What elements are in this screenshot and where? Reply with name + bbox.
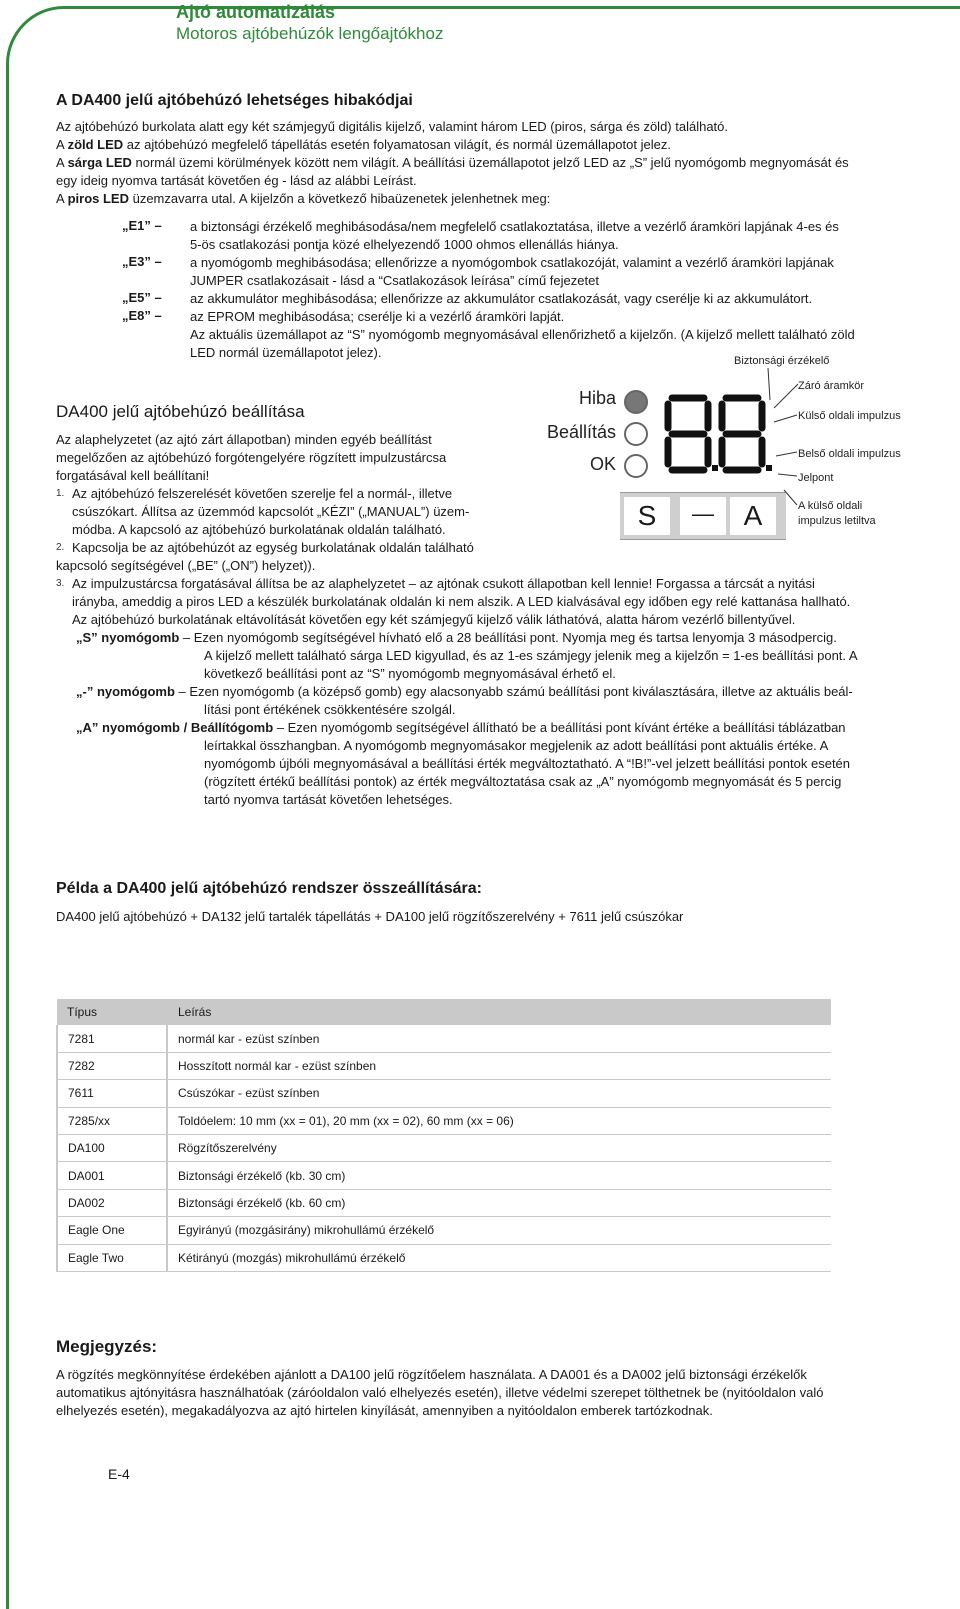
- yellow-led-icon: [624, 422, 648, 446]
- callout-closing-circuit: Záró áramkör: [798, 380, 865, 392]
- minus-button-desc: „-” nyomógomb – Ezen nyomógomb (a középső gomb) egy alacsonyabb számú beállítási pont kiválasztására, illetve az aktuális beál-: [76, 684, 853, 699]
- example-title: Példa a DA400 jelű ajtóbehúzó rendszer összeállítására:: [56, 880, 482, 897]
- callout-lines: [700, 360, 810, 510]
- a-button-desc: „A” nyomógomb / Beállítógomb – Ezen nyomógomb segítségével állítható be a beállítási pont kívánt értéke a beállítási táblázatban: [76, 720, 846, 735]
- s-button-desc-cont: A kijelző mellett található sárga LED kigyullad, és az 1-es számjegy jelenik meg a kijelzőn = 1-es beállítási pont. A következő beállítási pont az “S” nyomógomb megnyomásával érhető el.: [204, 648, 858, 681]
- error-text-e5: az akkumulátor meghibásodása; ellenőrizze az akkumulátor csatlakozását, vagy cserélje ki az akkumulátort.: [190, 291, 813, 306]
- green-led-icon: [624, 454, 648, 478]
- red-led-icon: [624, 390, 648, 414]
- step3-number: 3.: [56, 578, 65, 589]
- errors-title: A DA400 jelű ajtóbehúzó lehetséges hibakódjai: [56, 92, 413, 109]
- callout-outer-impulse: Külső oldali impulzus: [798, 410, 901, 422]
- parts-table: [56, 999, 831, 1272]
- settings-title: DA400 jelű ajtóbehúzó beállítása: [56, 402, 305, 421]
- step3-text: Az impulzustárcsa forgatásával állítsa be az alaphelyzetet – az ajtónak csukott állapotban kell lennie! Forgassa a tárcsát a nyitási irányba, ameddig a piros LED a készülék burkolatának oldalán ki nem alszik. A LED kialvásával egy időben egy relé kattanása hallható. Az ajtóbehúzó burkolatának eltávolítását követően egy két számjegyű kijelző válik láthatóvá, alatta három vezérlő billentyűvel.: [72, 576, 851, 627]
- step1-text: Az ajtóbehúzó felszerelését követően szerelje fel a normál-, illetve csúszókart. Állítsa az üzemmód kapcsolót „KÉZI” („MANUAL”) üzem- módba. A kapcsoló az ajtóbehúzó burkolatának oldalán található.: [72, 486, 470, 537]
- yellow-led-text: A sárga LED normál üzemi körülmények között nem világít. A beállítási üzemállapotot jelző LED az „S” jelű nyomógomb megnyomását és: [56, 155, 849, 170]
- minus-button-desc-cont: lítási pont értékének csökkentésére szolgál.: [204, 702, 456, 717]
- header-title: Ajtó automatizálás: [176, 2, 336, 22]
- errors-intro: Az ajtóbehúzó burkolata alatt egy két számjegyű digitális kijelző, valamint három LED (piros, sárga és zöld) található.: [56, 119, 729, 134]
- note-text: A rögzítés megkönnyítése érdekében ajánlott a DA100 jelű rögzítőelem használata. A DA001 és a DA002 jelű biztonsági érzékelők automatikus ajtónyitásra használhatóak (záróoldalon való elhelyezés esetén), illetve védelmi szerepet tölthetnek be (nyitóoldalon való elhelyezés esetén), megakadályozva az ajtó hirtelen kinyílását, amennyiben a nyitóoldalon emberek tartózkodnak.: [56, 1367, 824, 1418]
- error-code-e3: „E3” –: [122, 254, 162, 269]
- step1-number: 1.: [56, 488, 65, 499]
- page-number: E-4: [108, 1466, 130, 1482]
- led-label-ok: OK: [589, 454, 616, 474]
- s-button[interactable]: S: [624, 497, 670, 535]
- column-header-description: Leírás: [167, 999, 831, 1025]
- step2-number: 2.: [56, 542, 65, 553]
- error-code-e1: „E1” –: [122, 218, 162, 233]
- header-subtitle: Motoros ajtóbehúzók lengőajtókhoz: [176, 24, 444, 43]
- minus-button[interactable]: —: [680, 497, 726, 535]
- table-row: Eagle One Egyirányú (mozgásirány) mikrohullámú érzékelő: [57, 1217, 831, 1244]
- table-row: 7285/xx Toldóelem: 10 mm (xx = 01), 20 mm (xx = 02), 60 mm (xx = 06): [57, 1107, 831, 1134]
- yellow-led-text-cont: egy ideig nyomva tartását követően ég - lásd az alábbi Leírást.: [56, 173, 417, 188]
- callout-safety-sensor: Biztonsági érzékelő: [734, 355, 830, 367]
- settings-intro: Az alaphelyzetet (az ajtó zárt állapotban) minden egyéb beállítást megelőzően az ajtóbehúzó forgótengelyére rögzített impulzustárcsa forgatásával kell beállítani!: [56, 432, 447, 483]
- a-button-desc-cont: leírtakkal összhangban. A nyomógomb megnyomásakor megjelenik az adott beállítási pont aktuális értéke. A nyomógomb újbóli megnyomásával a beállítási érték megváltoztatható. A “!B!”-vel jelzett beállítási pontok esetén (rögzített értékű beállítási pontok) az érték megváltoztatása csak az „A” nyomógomb megnyomását és 5 percig tartó nyomva tartását követően lehetséges.: [204, 738, 851, 807]
- callout-outer-impulse-disabled: A külső oldali impulzus letiltva: [798, 500, 876, 527]
- table-row: DA001 Biztonsági érzékelő (kb. 30 cm): [57, 1162, 831, 1189]
- step2-text: Kapcsolja be az ajtóbehúzót az egység burkolatának oldalán található: [72, 540, 474, 555]
- error-text-e1: a biztonsági érzékelő meghibásodása/nem megfelelő csatlakoztatása, illetve a vezérlő áramköri lapjának 4-es és 5-ös csatlakozási pontja közé elhelyezendő 1000 ohmos ellenállás hiánya.: [190, 219, 839, 252]
- s-button-desc: „S” nyomógomb – Ezen nyomógomb segítségével hívható elő a 28 beállítási pont. Nyomja meg és tartsa lenyomja 3 másodpercig.: [76, 630, 837, 645]
- error-text-e3: a nyomógomb meghibásodása; ellenőrizze a nyomógombok csatlakozóját, valamint a vezérlő áramköri lapjának JUMPER csatlakozásait - lásd a “Csatlakozások leírása” című fejezetet: [190, 255, 834, 288]
- red-led-text: A piros LED üzemzavarra utal. A kijelzőn a következő hibaüzenetek jelenhetnek meg:: [56, 191, 551, 206]
- table-row: 7282 Hosszított normál kar - ezüst színben: [57, 1052, 831, 1079]
- table-row: DA100 Rögzítőszerelvény: [57, 1134, 831, 1161]
- callout-signal-point: Jelpont: [798, 472, 834, 484]
- note-title: Megjegyzés:: [56, 1337, 158, 1356]
- column-header-type: Típus: [57, 999, 167, 1025]
- callout-inner-impulse: Belső oldali impulzus: [798, 448, 901, 460]
- led-label-hiba: Hiba: [578, 388, 616, 408]
- table-row: 7281 normál kar - ezüst színben: [57, 1025, 831, 1052]
- error-code-e8: „E8” –: [122, 308, 162, 323]
- green-led-text: A zöld LED az ajtóbehúzó megfelelő tápellátás esetén folyamatosan világít, és normál üzemállapotot jelez.: [56, 137, 671, 152]
- example-text: DA400 jelű ajtóbehúzó + DA132 jelű tartalék tápellátás + DA100 jelű rögzítőszerelvény + 7611 jelű csúszókar: [56, 909, 684, 924]
- step2-text-cont: kapcsoló segítségével („BE” („ON”) helyzet)).: [56, 558, 316, 573]
- error-code-e5: „E5” –: [122, 290, 162, 305]
- table-row: 7611 Csúszókar - ezüst színben: [57, 1080, 831, 1107]
- table-row: DA002 Biztonsági érzékelő (kb. 60 cm): [57, 1189, 831, 1216]
- table-header-row: [57, 999, 831, 1025]
- led-label-beallitas: Beállítás: [546, 422, 616, 442]
- error-text-e8: az EPROM meghibásodása; cserélje ki a vezérlő áramköri lapját. Az aktuális üzemállapot az “S” nyomógomb megnyomásával ellenőrizhető a kijelzőn. (A kijelző mellett található zöld LED normál üzemállapotot jelez).: [190, 309, 855, 360]
- table-row: Eagle Two Kétirányú (mozgás) mikrohullámú érzékelő: [57, 1244, 831, 1271]
- a-button[interactable]: A: [730, 497, 776, 535]
